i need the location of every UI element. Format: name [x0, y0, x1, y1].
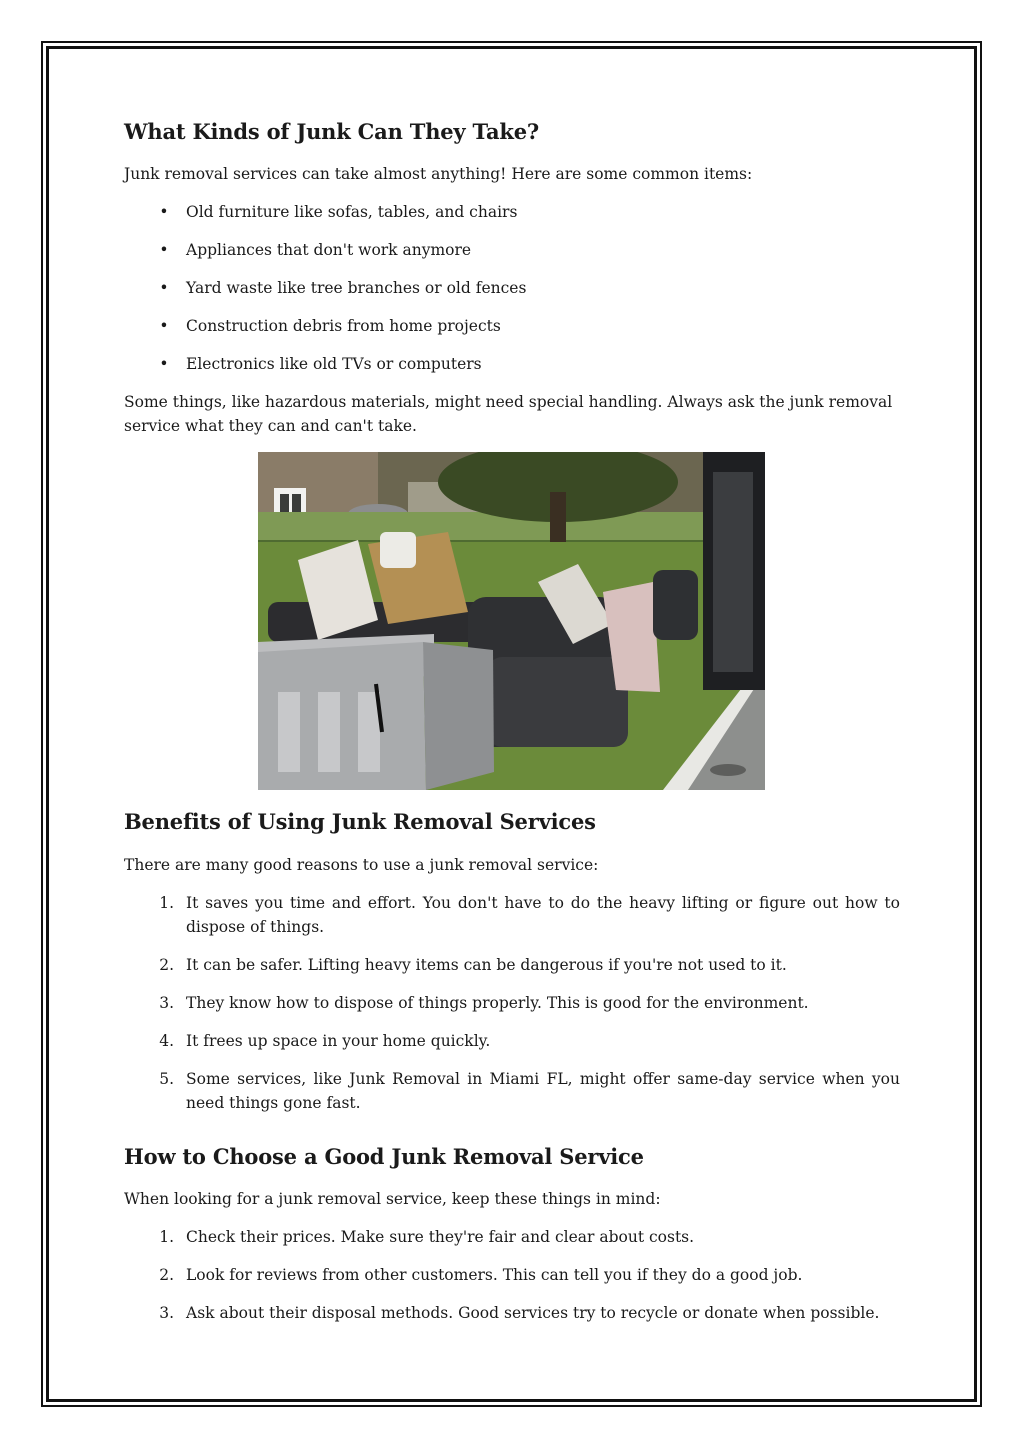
section-intro: When looking for a junk removal service, keep these things in mind: [124, 1189, 661, 1208]
list-item: 2. Look for reviews from other customers. This can tell you if they do a good job. [124, 1263, 900, 1287]
section-outro: Some things, like hazardous materials, might need special handling. Always ask the junk removal service what they can and can't take. [124, 393, 893, 436]
list-item: • Construction debris from home projects [124, 314, 900, 338]
bullet-icon: • [159, 355, 169, 374]
list-item: 5. Some services, like Junk Removal in Miami FL, might offer same-day service when you need things gone fast. [124, 1067, 900, 1115]
choose-list [124, 1225, 900, 1325]
list-number: 1. [159, 1227, 174, 1246]
section-intro: There are many good reasons to use a junk removal service: [124, 855, 599, 874]
bullet-icon: • [159, 241, 169, 260]
list-item: 2. It can be safer. Lifting heavy items can be dangerous if you're not used to it. [124, 953, 900, 977]
section-heading-choose: How to Choose a Good Junk Removal Service [124, 1143, 644, 1169]
list-number: 5. [159, 1069, 174, 1088]
junk-pile-photo [258, 452, 765, 790]
list-item: 3. Ask about their disposal methods. Good services try to recycle or donate when possible. [124, 1301, 900, 1325]
list-item: 4. It frees up space in your home quickly. [124, 1029, 900, 1053]
list-item: 3. They know how to dispose of things properly. This is good for the environment. [124, 991, 900, 1015]
list-item: 1. It saves you time and effort. You don't have to do the heavy lifting or figure out how to dispose of things. [124, 891, 900, 939]
junk-types-list [124, 200, 900, 376]
list-item: 1. Check their prices. Make sure they're fair and clear about costs. [124, 1225, 900, 1249]
list-item: • Yard waste like tree branches or old fences [124, 276, 900, 300]
list-item: • Electronics like old TVs or computers [124, 352, 900, 376]
bullet-icon: • [159, 317, 169, 336]
list-number: 1. [159, 893, 174, 912]
bullet-icon: • [159, 279, 169, 298]
section-heading-junk-types: What Kinds of Junk Can They Take? [124, 119, 539, 144]
section-intro: Junk removal services can take almost anything! Here are some common items: [124, 165, 753, 184]
section-heading-benefits: Benefits of Using Junk Removal Services [124, 809, 596, 835]
bullet-icon: • [159, 203, 169, 222]
list-number: 2. [159, 1265, 174, 1284]
document-body [124, 118, 900, 1325]
list-number: 2. [159, 955, 174, 974]
benefits-list [124, 891, 900, 1115]
list-item: • Appliances that don't work anymore [124, 238, 900, 262]
list-number: 3. [159, 1303, 174, 1322]
list-number: 3. [159, 993, 174, 1012]
list-item: • Old furniture like sofas, tables, and chairs [124, 200, 900, 224]
list-number: 4. [159, 1031, 174, 1050]
